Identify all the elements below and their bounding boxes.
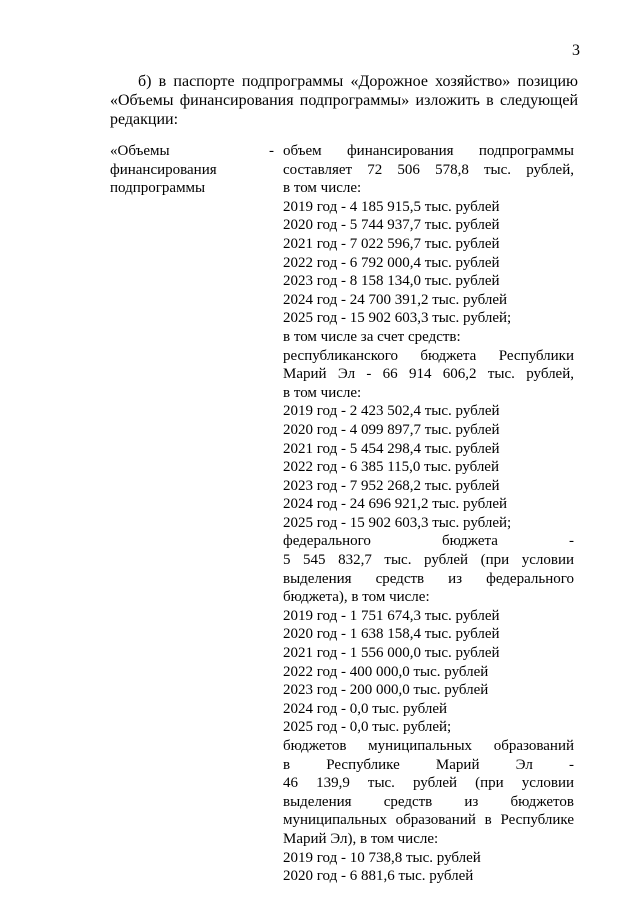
funding-line: 46 139,9 тыс. рублей (при условии bbox=[283, 775, 574, 792]
funding-line: 2023 год - 7 952 268,2 тыс. рублей bbox=[283, 477, 500, 494]
intro-line: б) в паспорте подпрограммы «Дорожное хозяйство» позицию bbox=[138, 73, 578, 90]
funding-line: в том числе: bbox=[283, 384, 362, 401]
funding-line: 2020 год - 4 099 897,7 тыс. рублей bbox=[283, 421, 500, 438]
position-label-line: финансирования bbox=[110, 161, 217, 178]
funding-line: 2024 год - 24 696 921,2 тыс. рублей bbox=[283, 496, 508, 513]
funding-line: 2019 год - 1 751 674,3 тыс. рублей bbox=[283, 607, 500, 624]
funding-line: в том числе: bbox=[283, 180, 362, 197]
position-label-line: «Объемы bbox=[110, 143, 170, 159]
separator-dash: - bbox=[269, 143, 274, 159]
funding-line: 2022 год - 6 385 115,0 тыс. рублей bbox=[283, 459, 499, 476]
funding-line: 2021 год - 1 556 000,0 тыс. рублей bbox=[283, 645, 500, 662]
funding-line: 2023 год - 8 158 134,0 тыс. рублей bbox=[283, 273, 500, 290]
funding-line: 2025 год - 15 902 603,3 тыс. рублей; bbox=[283, 310, 512, 327]
intro-line: «Объемы финансирования подпрограммы» изложить в следующей bbox=[110, 92, 578, 109]
funding-line: 2025 год - 0,0 тыс. рублей; bbox=[283, 719, 452, 736]
funding-line: выделения средств из федерального bbox=[283, 570, 574, 587]
funding-line: бюджетов муниципальных образований bbox=[283, 738, 574, 754]
funding-line: 2020 год - 6 881,6 тыс. рублей bbox=[283, 868, 474, 885]
funding-line: 2019 год - 2 423 502,4 тыс. рублей bbox=[283, 403, 500, 420]
funding-line: 2022 год - 400 000,0 тыс. рублей bbox=[283, 663, 489, 680]
funding-line: федерального бюджета - bbox=[283, 533, 574, 550]
funding-line: 2021 год - 5 454 298,4 тыс. рублей bbox=[283, 440, 500, 457]
funding-line: 2020 год - 5 744 937,7 тыс. рублей bbox=[283, 217, 500, 234]
funding-line: 2022 год - 6 792 000,4 тыс. рублей bbox=[283, 254, 500, 271]
funding-line: 5 545 832,7 тыс. рублей (при условии bbox=[283, 552, 574, 569]
funding-line: 2019 год - 4 185 915,5 тыс. рублей bbox=[283, 198, 500, 215]
intro-line: редакции: bbox=[110, 111, 179, 128]
page-number: 3 bbox=[572, 42, 580, 59]
funding-line: 2024 год - 0,0 тыс. рублей bbox=[283, 700, 448, 717]
funding-line: бюджета), в том числе: bbox=[283, 589, 430, 606]
funding-line: муниципальных образований в Республике bbox=[283, 812, 574, 829]
funding-line: Марий Эл), в том числе: bbox=[283, 830, 439, 847]
funding-line: 2023 год - 200 000,0 тыс. рублей bbox=[283, 682, 489, 699]
intro-paragraph bbox=[110, 72, 578, 129]
funding-line: республиканского бюджета Республики bbox=[283, 347, 574, 364]
funding-line: в Республике Марий Эл - bbox=[283, 756, 574, 773]
funding-line: 2020 год - 1 638 158,4 тыс. рублей bbox=[283, 626, 500, 643]
funding-line: 2021 год - 7 022 596,7 тыс. рублей bbox=[283, 235, 500, 252]
funding-line: составляет 72 506 578,8 тыс. рублей, bbox=[283, 161, 574, 178]
funding-line: объем финансирования подпрограммы bbox=[283, 143, 574, 159]
funding-details bbox=[283, 142, 574, 886]
funding-line: в том числе за счет средств: bbox=[283, 328, 461, 345]
funding-line: 2025 год - 15 902 603,3 тыс. рублей; bbox=[283, 514, 512, 531]
funding-line: Марий Эл - 66 914 606,2 тыс. рублей, bbox=[283, 366, 574, 383]
position-label-line: подпрограммы bbox=[110, 180, 206, 197]
funding-line: 2024 год - 24 700 391,2 тыс. рублей bbox=[283, 291, 508, 308]
funding-line: 2019 год - 10 738,8 тыс. рублей bbox=[283, 849, 481, 866]
position-label bbox=[110, 142, 270, 198]
funding-line: выделения средств из бюджетов bbox=[283, 793, 574, 810]
